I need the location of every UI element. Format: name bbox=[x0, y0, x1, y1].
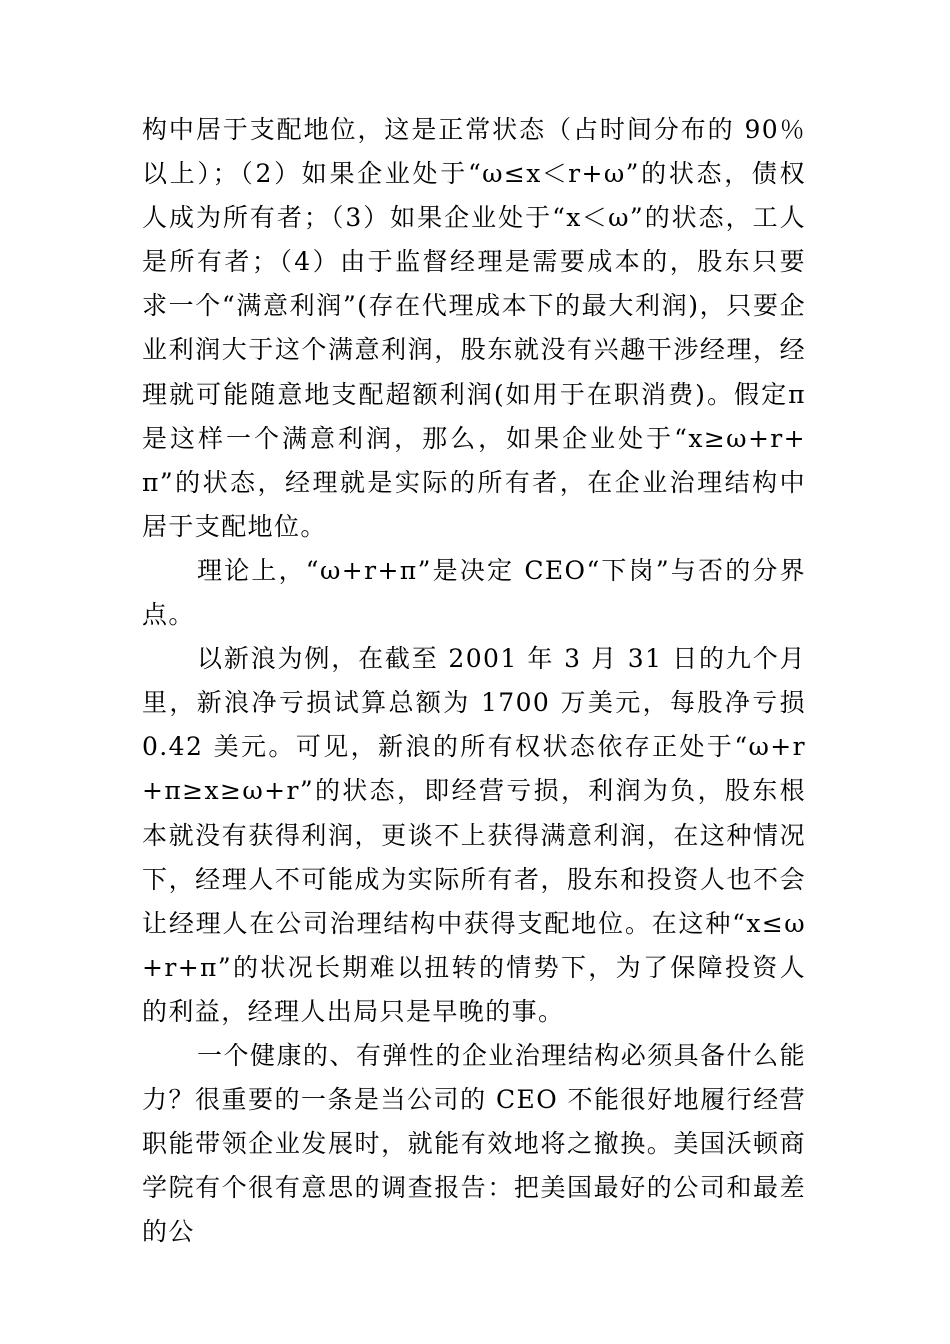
document-page bbox=[142, 108, 806, 1254]
paragraph-sina-example: 以新浪为例，在截至 2001 年 3 月 31 日的九个月里，新浪净亏损试算总额为 1700 万美元，每股净亏损 0.42 美元。可见，新浪的所有权状态依存正处于“ω+r+π≥x≥ω+r”的状态，即经营亏损，利润为负，股东根本就没有获得利润，更谈不上获得满意利润，在这种情况下，经理人不可能成为实际所有者，股东和投资人也不会让经理人在公司治理结构中获得支配地位。在这种“x≤ω+r+π”的状况长期难以扭转的情势下，为了保障投资人的利益，经理人出局只是早晚的事。 bbox=[142, 644, 806, 1026]
paragraph-ceo-threshold: 理论上，“ω+r+π”是决定 CEO“下岗”与否的分界点。 bbox=[142, 555, 806, 630]
paragraph-ownership-states: 构中居于支配地位，这是正常状态（占时间分布的 90％以上）；（2）如果企业处于“ω≤x＜r+ω”的状态，债权人成为所有者；（3）如果企业处于“x＜ω”的状态，工人是所有者；（4）由于监督经理是需要成本的，股东只要求一个“满意利润”(存在代理成本下的最大利润)，只要企业利润大于这个满意利润，股东就没有兴趣干涉经理，经理就可能随意地支配超额利润(如用于在职消费)。假定π 是这样一个满意利润，那么，如果企业处于“x≥ω+r+π”的状态，经理就是实际的所有者，在企业治理结构中居于支配地位。 bbox=[142, 115, 806, 541]
paragraph-governance-structure: 一个健康的、有弹性的企业治理结构必须具备什么能力？很重要的一条是当公司的 CEO 不能很好地履行经营职能带领企业发展时，就能有效地将之撤换。美国沃顿商学院有个很有意思的调查报告：把美国最好的公司和最差的公 bbox=[142, 1040, 806, 1247]
